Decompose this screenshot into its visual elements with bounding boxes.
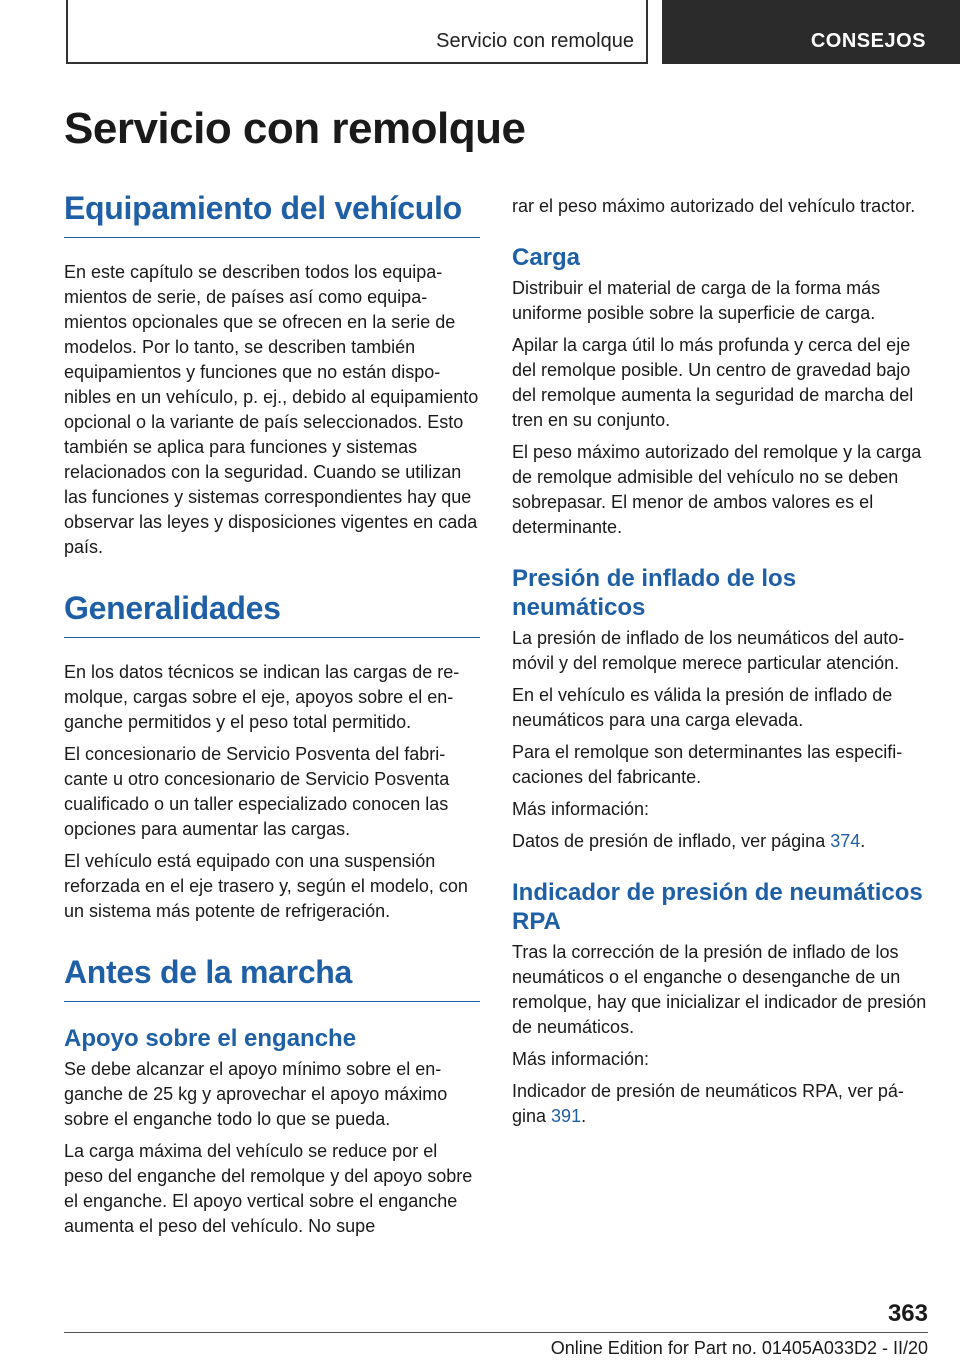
heading-generalidades: Generalidades <box>64 590 480 638</box>
cross-reference-text: Indicador de presión de neumáticos RPA, ver página <box>512 1081 904 1126</box>
left-column <box>64 190 480 1246</box>
paragraph: El peso máximo autorizado del remolque y la carga de remolque admisible del vehículo no se deben sobrepasar. El menor de ambos valores es el determinante. <box>512 442 922 537</box>
paragraph: Distribuir el material de carga de la forma más uniforme posible sobre la superficie de carga. <box>512 278 881 323</box>
cross-reference-text: Datos de presión de inflado, ver página <box>512 831 831 851</box>
heading-carga: Carga <box>512 244 581 271</box>
paragraph: El concesionario de Servicio Posventa del fabricante u otro concesionario de Servicio Posventa cualificado o un taller especializado conocen las opciones para aumentar las cargas. <box>64 744 450 839</box>
paragraph: La carga máxima del vehículo se reduce por el peso del enganche del remolque y del apoyo sobre el enganche. El apoyo vertical sobre el enganche aumenta el peso del vehículo. No supe <box>64 1141 473 1236</box>
paragraph: La presión de inflado de los neumáticos del automóvil y del remolque merece particular atención. <box>512 628 905 673</box>
page-link-374[interactable]: 374 <box>830 831 861 851</box>
paragraph: En este capítulo se describen todos los equipamientos de serie, de países así como equipamientos opcionales que se ofrecen en la serie de modelos. Por lo tanto, se describen también equipamientos y funciones que no están disponibles en un vehículo, p. ej., debido al equipamiento opcional o la variante de país seleccionados. Esto también se aplica para funciones y sistemas relacionados con la seguridad. Cuando se utilizan las funciones y sistemas correspondientes hay que observar las leyes y disposiciones vigentes en cada país. <box>64 262 479 557</box>
heading-presion-inflado: Presión de inflado de los neumáticos <box>512 565 797 621</box>
right-column <box>512 194 928 1136</box>
heading-equipamiento: Equipamiento del vehículo <box>64 190 480 238</box>
paragraph: En el vehículo es válida la presión de inflado de neumáticos para una carga elevada. <box>512 685 893 730</box>
paragraph: Más información: <box>512 799 650 819</box>
paragraph: Tras la corrección de la presión de inflado de los neumáticos o el enganche o desenganche de un remolque, hay que inicializar el indicador de presión de neumáticos. <box>512 942 927 1037</box>
paragraph: rar el peso máximo autorizado del vehículo tractor. <box>512 196 916 216</box>
page-number: 363 <box>887 1300 928 1327</box>
paragraph: Apilar la carga útil lo más profunda y cerca del eje del remolque posible. Un centro de gravedad bajo del remolque aumenta la seguridad de marcha del tren en su conjunto. <box>512 335 914 430</box>
paragraph: El vehículo está equipado con una suspensión reforzada en el eje trasero y, según el modelo, con un sistema más potente de refrigeración. <box>64 851 468 921</box>
cross-reference-end: . <box>581 1106 587 1126</box>
page-title: Servicio con remolque <box>64 104 526 153</box>
paragraph: Se debe alcanzar el apoyo mínimo sobre el enganche de 25 kg y aprovechar el apoyo máximo sobre el enganche todo lo que se pueda. <box>64 1059 448 1129</box>
paragraph: Más información: <box>512 1049 650 1069</box>
cross-reference-end: . <box>860 831 866 851</box>
paragraph: En los datos técnicos se indican las cargas de remolque, cargas sobre el eje, apoyos sobre el enganche permitidos y el peso total permitido. <box>64 662 460 732</box>
heading-apoyo: Apoyo sobre el enganche <box>64 1025 357 1052</box>
cross-reference <box>512 1079 928 1129</box>
cross-reference <box>512 829 928 854</box>
heading-antes-de-la-marcha: Antes de la marcha <box>64 954 480 1002</box>
edition-label: Online Edition for Part no. 01405A033D2 - II/20 <box>550 1338 928 1358</box>
heading-rpa: Indicador de presión de neumáticos RPA <box>512 879 923 935</box>
header-section-title: Servicio con remolque <box>436 30 634 52</box>
header-tab-label: CONSEJOS <box>810 30 926 52</box>
header-tab[interactable] <box>662 0 960 64</box>
footer-divider <box>64 1332 928 1333</box>
header-section-box <box>66 0 648 64</box>
paragraph: Para el remolque son determinantes las especificaciones del fabricante. <box>512 742 903 787</box>
page-link-391[interactable]: 391 <box>551 1106 582 1126</box>
